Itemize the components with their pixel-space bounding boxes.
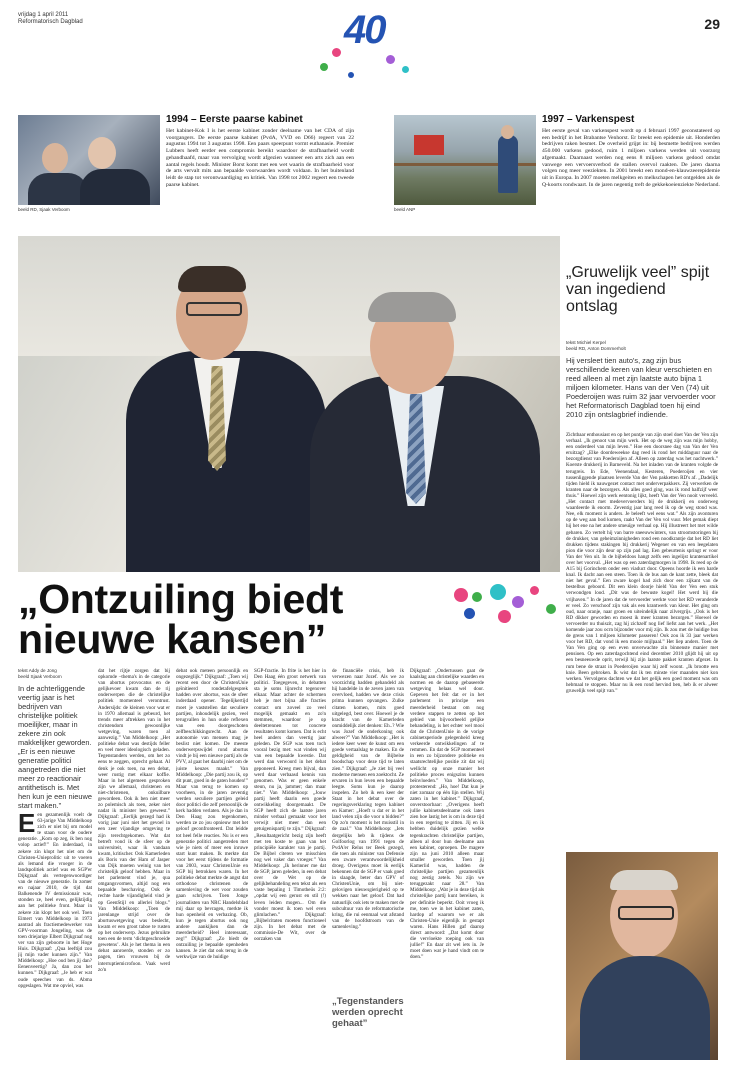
decor-dot [332, 48, 341, 57]
box-1997-text: Het eerste geval van varkenspest wordt op 4 februari 1997 geconstateerd op een bedrijf in het Brabantse Venhorst. Er breekt een epidemie uit. Honderden bedrijven raken besmet. De overheid grijpt in: bij besmette bedrijven werden 450.000 varkens gedood, ruim 1 miljoen varkens werden uit voorzorg afgemaakt. Daarnaast werden nog eens 8 miljoen varkens gedood omdat vanwege een vervoersverbod de stallen overvol raakten. De jaren daarna volgen nog meer veeziekten. In 2001 breekt een mond-en-klauwzeerepidemie uit in Europa. In 2007 moeten melkgeiten en melkschapen het ontgelden als de Q-koorts rondwaart. In de jaren negentig treft de gekkekoeienziekte Nederland. [542, 128, 720, 188]
box-1994 [166, 114, 354, 188]
man-glasses [618, 906, 674, 920]
photo-credit-1994: beeld RD, Sjaak Verboom [18, 207, 70, 212]
man-left-glasses [186, 302, 242, 316]
sidebar-photo [566, 852, 718, 1060]
decor-dot [402, 66, 409, 73]
article-column-5: de financiële crisis, heb ik verwezen naar Jozef. Als we zo voorzichtig hadden gehandeld als hij handelde in de zeven jaren van overvloed, hadden we deze crisis prima kunnen opvangen. Zulke citaten komen, mits goed uitgelegd, best over. Hoewel je de kracht van de Kamerleden onmiddelijk ziet denken: Eh..? Wie was Jozef de onderkoning ook alweer?” Van Middelkoop: „Het is iedere keer weer de kunst om een goede vertaalslag te maken. En de geldigheid van de Bijbelse boodschap voor deze tijd te laten zien.” Dijkgraaf: „Je ziet bij veel moderne mensen een zoektocht. Ze ervaren in hun leven een bepaalde leegte. Soms kun je daarop inspelen. Zo heb ik een keer der Staat in het debat over de regeringsverklaring tegen kabinet en Kamer: „Hoeft u dat er in het land velen zijn die voor u bidden?” Op zo'n moment is het muisstil in de zaal.” Van Middelkoop: „Iets dergelijks heb ik tijdens de Golfoorlog van 1991 tegen de PvdA'er Relus ter Beek gezegd, die toen als minister van Defensie een zware verantwoordelijkheid droeg. Overigens moet ik eerlijk bekennen dat de SGP er vaak goed in slaagde, beter dan GPV of ChristenUnie, om bij niet-gelovigen nieuwsgierigheid op te wekken naar het geloof. Dat had natuurlijk ook iets te maken met de subcultuur van de reformatorische kring, die rui eenmaal wat afstand van de hoofdstroom van de samenleving.” [332, 668, 404, 930]
box-1994-title: 1994 – Eerste paarse kabinet [166, 114, 303, 125]
page-number: 29 [704, 16, 720, 32]
sidebar-title: „Gruwelijk veel” spijt van ingediend ontslag [566, 264, 710, 315]
photo-1997 [394, 115, 536, 205]
article-column-3: debat ook meteen persoonlijk en ongezeglijk.” Dijkgraaf: „Toen wij recent een door de ChristenUnie geïnitieerd rondetafelgesprek hadden over abortus, was de sfeer inderdaad opener. Tegelijkertijd moet je vaststellen dat seculiere partijen, inhoudelijk gezien, veel terugvallen in hun oude reflexen van een doorgeschoten zelfbeschikkingsrecht. Aan de autonomie van mensen mag je beslist niet komen. De meeste onderwerpswijdel rond abortus vindt je bij een nieuwe partij als de PVV, al gaat het daarbij niet om de juiste keuzes maakt.” Van Middelkoop: „Die partij zou ik, op dit punt, goed in de gaten houden!” Maar van terug te komen op voorheen, in de jaren zeventig werden seculiere partijen geleid door politici die zelf persoonlijk de kerk hadden verlaten. Als je dan in Den Haag zou tegenkomen, werden ze zo jou opnieuw met het geloof geconfronteerd. Dat leidde tot heel felle reacties. Nu is er een generatie politici aangetreden met wie je niets of meer een inruwe start kunt maken. Ik merkte dat voor het eerst tijdens de formatie van 2003, waar ChristenUnie en SGP bij betrokken waren. In het politieke debat merkte de angst dat orthodoxe christenen de samenleving de wet voor zouden gaan schrijven. Toen Jonge journalisten van NRC Handelsblad mij daar op bevragen, merkte ik hun openheid en verbazing. Ob, kun je tegen abortus ook nog andere aankijken dan de meerderheid? Heel interessant, zeg!” Dijkgraaf: „Zo biedt de ontzuiling je bepaalde openheden kansen. Je ziet dat ook terug in de werkwijze van de huidige [176, 668, 248, 961]
decor-dot [464, 608, 475, 619]
decor-dot [498, 610, 511, 623]
man-right-hair [368, 292, 456, 322]
person-head [42, 143, 68, 173]
anniversary-logo [344, 8, 398, 60]
box-1997 [542, 114, 720, 188]
article-column-2: dat het rijtje zorgen dat bij opkomde –thema's in de categorie van abortus provocatus en de gelijkevoer kwam dan de rij onderwerpen die de christelijke politiek momenteel verontrust. Andersijds: de kleinen voor wat er in 1970 allemaal is gebeurd, het trends meer aftrekken van in het christendom gewoonlijke wetgeving, waren toen al aanwezig.” Van Middelkoop: „Het politieke debat was destijds feller en veel meer ideologisch geladen. Tegenstanders werden, om het zo eens te zeggen, oprecht gehaat. Al denk je ook toen, na een debat, weer rustig met elkaar koffie. Maar in het algemeen gesproken zijn we allemaal, christenen en niet-christenen, onkuilbare gewordeen. Ook ik ben niet meer zo polemisch als toen, zeker niet nadat ik minister ben geweest.” Dijkgraaf: „Eerlijk gezegd had ik vorig jaar juni niet het gevoel in een zeer vijandige omgeving te zijn terechtgekomen. Wat dat betreft vond ik de sfeer op de universiteit, waar ik vandaan kwam, kritischer. Ook Kamerleden als Boris van der Ham of Jasper van Dijk moeten weinig van het christelijk geloof hebben. Maar in het parlement vind je, qua omgangsvormen, altijd nog een bepaalde beschaving. Ook de rechte harde vijandigheid vind je op GeenStijl en allerlei blogs.” Van Middelkoop: „Toen de jarenlange strijd over de abortuswetgeving was beslecht, kwam er een groot taboe te rusten op het onderwerp. Jezus gebruikte toen een de term ‘dichtgeschroeide gewetens’. Als je het thema in een debat aanroerde, stonden er zo pagen, tien vrouwen bij de interruptiemicrofoon. Vaak werd zo'n [98, 668, 170, 973]
main-byline [18, 668, 90, 680]
person-figure [498, 135, 518, 193]
man-hair [610, 870, 678, 890]
person-body [80, 169, 150, 205]
header-meta [18, 12, 83, 26]
background-wall [18, 236, 560, 356]
box-1997-title: 1997 – Varkenspest [542, 114, 635, 125]
sidebar-credit [566, 340, 716, 352]
logo-text: 40 [344, 8, 385, 52]
main-headline: „Ontzuiling biedt nieuwe kansen” [18, 576, 344, 662]
header-date: vrijdag 1 april 2011 [18, 12, 69, 18]
decor-dot [348, 72, 354, 78]
sidebar-credit-photo: beeld RD, Anton Dommerholt [566, 346, 626, 351]
person-head [501, 125, 514, 139]
decor-dot [454, 588, 468, 602]
decor-dot [530, 586, 539, 595]
person-head [88, 137, 116, 169]
sidebar-intro: Hij versleet tien auto's, zag zijn bus verschillende keren van kleur verschieten en reed alleen al met zijn laatste auto bijna 1 miljoen kilometer. Hans van der Ven (74) uit Poederoijen was ruim 32 jaar vervoerder voor het Reformatorisch Dagblad toen hij eind 2010 zijn ontslagbrief indiende. [566, 356, 716, 419]
drop-cap: E [18, 812, 36, 838]
photo-1994 [18, 115, 160, 205]
decor-dot [386, 55, 395, 64]
decor-dot [472, 592, 482, 602]
article-column-6: Dijkgraaf: „Ondertussen gaat de kaalslag aan christelijke waarden en normen en de daarop gebaseerde wetgeving helaas wel door. Gepeven het feit dat er in het parlement in principe een meerderheid bestaat om nog verdere stappen te zetten op het gebied van bijvoorbeeld gelijke behandeling, is het echter wel mooi dat de ChristenUnie in de vorige cabinetsperiode gelegenheid kreeg verkeerde ontwikkelingen af te remmen. En dat de SGP momenteel in een zo bijzondere politieke en staatsrechtelijke positie zit dat wij wellicht op onze manier het politieke proces enigszins kunnen beïnvloeden.” Van Middelkoop, protesterend: „Ho, hoe! Dat kun je niet zomaar op één lijn stellen. Wij zaten in het kabinet.” Dijkgraaf, onverstoorbaar: „Overigens heeft jullie kabinetsdeelname ook laten zien hoe lastig het is om in deze tijd in een regering te zitten. Jij en ik hebben duidelijk gezien welke tegenkrachten christelijke partijen, alleen al door hun deelname aan een kabinet, oproepen. De magere zijn na juni 2010 alleen maar smaller geworden. Toen jij Kamerlid was, hadden de christelijke partijen gezamenlijk nog zestig zetels. Nu zijn we teruggezakt naar 28.” Van Middelkoop: „Wat je in deze tijd als christelijke partij kunt bereiken, is per definitie beperkt. Ooit vroeg ik me, toen we in het kabinet zaten, hardop af waarom we er als Christen-Unie eigenlijk in gestapt waren. Hans Hillen gaf daarop direct antwoord: „Dat komt door die vervloekte roeping ook van jullie!” En daar zit wel iets in. Je moet doen wat je hand vindt om te doen.” [410, 668, 484, 961]
sidebar-credit-text: tekst Michiel Kerpel [566, 340, 606, 345]
article-column-4: SGP-fractie. In frite is het hier in Den Haag één groot netwerk van politici. Toegegeven, in debatten sta je soms lijnrecht tegenover elkaar. Maar achter de schermen heb je met bijna alle fracties contact om zoveel zo veel mogelijk gemaakt en zo'n stemmen, waardoor je op deeltetrennen tot concrete resultaten komt komen. Dat is echt heel anders dan veertig jaar geleden. De SGP was toen toch vooral bezig met: wat vinden wij van een bepaalde kwestie. Dat werd dan verwoord in het debat geponeerd. Kreeg men bijval, dan werd daar verbaasd kennis van genomen. Was er geen enkele steun, nu ja, jammer; dan maar niet.” Van Middelkoop: „Jouw partij heeft daarin een goede ontwikkeling doorgemaakt. De SGP heeft zich de laatste jaren minder verbaal gemaakt voor het verwijt niet meer dan een getuigenispartij te zijn.” Dijkgraaf: „Resultaatgericht bezig zijn heeft met ten koste te gaan van het principiële karakter van je partij. De Bijbel citeren we misschien nog wel vaker dan vroeger.” Van Middelkoop: „Ik herinner me dat de SGP, jaren geleden, in een debat over de Wet op de gelijkbehandeling een tekst als een vaste bepaling 1 Timotheüs 2:2: „opdat wij een gerust en stil (!) leven leiden mogen... Om die vonder moest ik toen wel even glimlachen.” Dijkgraaf: „Bijbelcitaten moeten functioneel zijn. In het debat met de commissie-De Wit, over de oorzaken van [254, 668, 326, 943]
main-byline-text: tekst Addy de Jong [18, 668, 57, 673]
main-photo [18, 236, 560, 572]
man-left-hair [178, 266, 246, 292]
decor-dot [546, 604, 556, 614]
main-byline-photo: beeld Sjaak Verboom [18, 674, 62, 679]
decor-dot [320, 63, 328, 71]
decor-dot [490, 584, 506, 600]
article-column-1 [18, 812, 92, 1062]
header-paper: Reformatorisch Dagblad [18, 19, 83, 25]
sidebar-column: Zichtbaar enthousiast en op het puntje van zijn stoel doet Van der Ven zijn verhaal. „Ik genoot van mijn werk. Het op de weg zijn was mijn hobby, een onderdeel van mijn leven.” Hoe een doorsnee dag van Van der Ven eruitzag? „Elke doordeweekse dag reed ik rond het middaguur naar de bezorgdienst van Poederoijen af. Alleen op zaterdag was het nachtwerk.” Koerste drukkerij in Barneveld. Na het inladen van de kranten volgde de terugreis. In Ede, Veenendaal, Kesteren, Poederoijen en vier tussenliggende plaatsen leverde Van der Ven pakketten RD's af. „Dadelijk tijden hield ik nauwgezet contact met onderverpakkers. Zij verwerken de kranten naar de bezorgers. Als alles goed ging, was ik rond halfzijf weer thuis.” Hoewel zijn werk eentonig lijkt, heeft Van der Ven nooit verveeld. „Het contact met medevervoerders bij de drukkerij en onderweg waardeerde ik enorm. Zeventig jaar lang reed ik op de weg stond was. Nee, elk moment is anders. Je beleeft wel eens wat.” Als zijn avonturen op de weg aan bod komen, raakt Van der Ven vol vuur. Met gemak diept hij het ene na het andere smeuïge verhaal op. Hij illustreert het met wilde gebaren. Zo vertelt hij van barre sneeuwwinters, van stroomstoringen bij de drukker, van geheimzinnigheden rond een noodkrantje dat het RD liet drukken tijdens stakingen bij drukkerij Wegener en van een leegelaten pion die voor zijn deur op zijn pad lag. Een gebeurtenis springt er voor Van der Ven uit. In de bijbeldoos hangt zelfs een ingelijst krantenartikel over het voorval. „Het was op een zaterdagmorgen in 1998. Ik reed op de A15 bij Gorinchem onder een viaduct door. Opeens hoorde ik een harde knal. Ik dacht aan een steen. Toen ik de bus aan de kant zette, bleek dat niet het geval.” Een zware kogel had zich door een zijkant van de bestelbus geboord. Dit een klein doorje hield Van der Ven een stuk verwondgen lood. „Dit was de bewuste kogel! Het werd bij die vrijhaven.” In de jaren dat de vervoerder werkte voor het RD veranderde er veel. Zo verschoof zijn vak als een krantwerk van kleur. Het ging om oud, naar oranje, naar groen en uiteindelijk naar zilvergrijs. „Ook is het RD dikker geworden en moest ik meer kranten bezorgen.” Hoewel de vervoerder nu thuiszit, zag hij zichzelf nog lief liefst aan het werk. „Het komende jaar zou ocrn bijzonder voor mij zijn. Ik zou met de huidige bus de grens van 1 miljoen kilometer passeren! Ook zou ik 33 jaar werken voor het RD, dat vond ik een mooie mijlpaal.” Het liep anders. Toen de Van Ven ging op een even onverwachte zin binnenste manier met pensioen. Op een zaterdagochtend eind december 2010 glijdt hij uit op een besneeuwde oprit, terwijl hij zijn laatste pakket kranten afgezet. In rum bene de straat in Poederoijen waar hij zelf woont. „Ik brootte een knie. Been gebroken. Ik wist dat ik ten minste vier maanden niet kon werken. Vervolgens dachten we dat het gelijk een goed moment was om hebmaal te stoppen. Maar nu ik een rond hervind ben, heb ik er alweer gruwelijk veel spijt van.” [566, 432, 718, 694]
pull-quote: „Tegenstanders werden oprecht gehaat” [332, 996, 404, 1029]
sign-post [414, 135, 444, 155]
person-body [28, 173, 88, 205]
man-body [580, 956, 710, 1060]
main-intro: In de achterliggende veertig jaar is het bedrijven van christelijke politiek moeilijker, maar in zekere zin ook makkelijker geworden. „Er is een nieuwe generatie politici aangetreden die niet meer zo reactionair antithetisch is. Met hen kun je een nieuwe start maken.” [18, 684, 92, 810]
box-1994-text: Het kabinet-Kok I is het eerste kabinet zonder deelname van het CDA of zijn voorgangers. De eerste paarse kabinet (PvdA, VVD en D66) regeert van 22 augustus 1994 tot 3 augustus 1998. Een paars speerpunt vormt euthanasie. Premier Lubbers heeft eerder een compromis bereikt waardoor de strafbaarheid wordt gehandhaafd, maar van vervolging wordt afgezien wanneer een arts zich aan een aantal regels houdt. Minister Borst komt met een wet waarin de strafbaarheid voor de arts vervalt mits aan bepaalde voorwaarden wordt voldaan. In het buitenland leidt de stap tot verontwaardiging en kritiek. Van 1998 tot 2002 regeert een tweede paarse kabinet. [166, 128, 354, 188]
photo-credit-1997: beeld ANP [394, 207, 416, 212]
decor-dot [512, 596, 524, 608]
article-col1-text: en gezamenlijk voelt de 63-jarige Van Middelkoop zich er niet bij om model te staan voor de oudere generatie. „Kom op zeg, ik ben nog volop actief!” En inderdaad, in zekere zin klopt het niet om de Christen-Unieprolitic uit te voeren als lemand die vroeger in de landspolitiek actief was en SGP'er Dijkgraaf als vertegenwoordiger van de nieuwe generatie. In zomer en najaar 2010, de tijd dat Balkenende IV demissionair was, stonden ze, heel even, gelijktijdig aan het politieke front. Maar in zekere zin klopt het ook wel. Toen Eimert van Middelkoop in 1973 aantrad als fractiemedewerker van GPV-voorman Jongeling, was de toen driejarige Elbert Dijkgraaf nog ver van zijn geboorte in het Hoge Huis. Dijkgraaf: „Qua leeftijd zou jij mijn vader kunnen zijn.” Van Middelkoop: „Hoe oud ben jij dan? Eenenveertig? Ja, dan zou het kunnen.” Dijkgraaf: „Je heb er wat oude speeches van ds. Abma opgeslagen. Wat me opviel, was [18, 812, 92, 989]
